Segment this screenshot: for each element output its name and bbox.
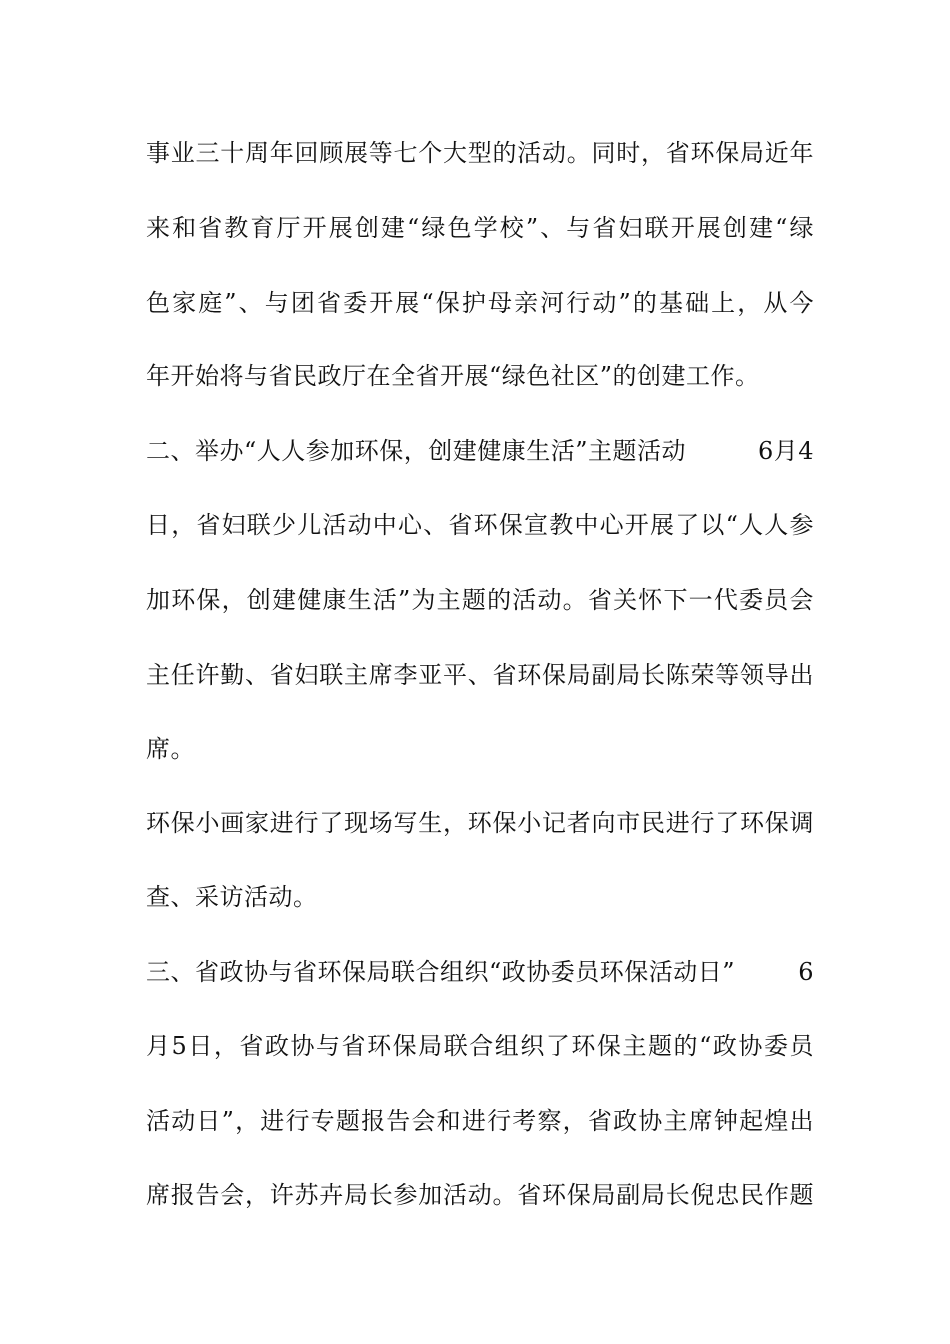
paragraph-line: 年开始将与省民政厅在全省开展“绿色社区”的创建工作。 [146,362,760,390]
section-heading: 二、举办“人人参加环保，创建健康生活”主题活动 [146,437,687,465]
paragraph-line: 加环保，创建健康生活”为主题的活动。省关怀下一代委员会 [146,586,814,614]
paragraph-line: 环保小画家进行了现场写生，环保小记者向市民进行了环保调 [146,809,814,837]
paragraph-line: 席报告会，许苏卉局长参加活动。省环保局副局长倪忠民作题 [146,1181,814,1209]
heading-date-fragment: 6月4 [757,437,814,465]
paragraph-line: 主任许勤、省妇联主席李亚平、省环保局副局长陈荣等领导出 [146,661,814,689]
paragraph-line: 查、采访活动。 [146,883,318,911]
paragraph-line: 月5日，省政协与省环保局联合组织了环保主题的“政协委员 [146,1032,814,1060]
section-heading-line [146,431,814,471]
section-heading-line [146,952,814,992]
heading-date-fragment: 6 [798,958,814,986]
section-heading: 三、省政协与省环保局联合组织“政协委员环保活动日” [146,958,736,986]
paragraph-line: 日，省妇联少儿活动中心、省环保宣教中心开展了以“人人参 [146,511,814,539]
paragraph-line: 事业三十周年回顾展等七个大型的活动。同时，省环保局近年 [146,139,814,167]
paragraph-line: 来和省教育厅开展创建“绿色学校”、与省妇联开展创建“绿 [146,214,814,242]
paragraph-line: 席。 [146,735,195,763]
paragraph-line: 活动日”，进行专题报告会和进行考察，省政协主席钟起煌出 [146,1107,814,1135]
paragraph-line: 色家庭”、与团省委开展“保护母亲河行动”的基础上，从今 [146,289,814,317]
